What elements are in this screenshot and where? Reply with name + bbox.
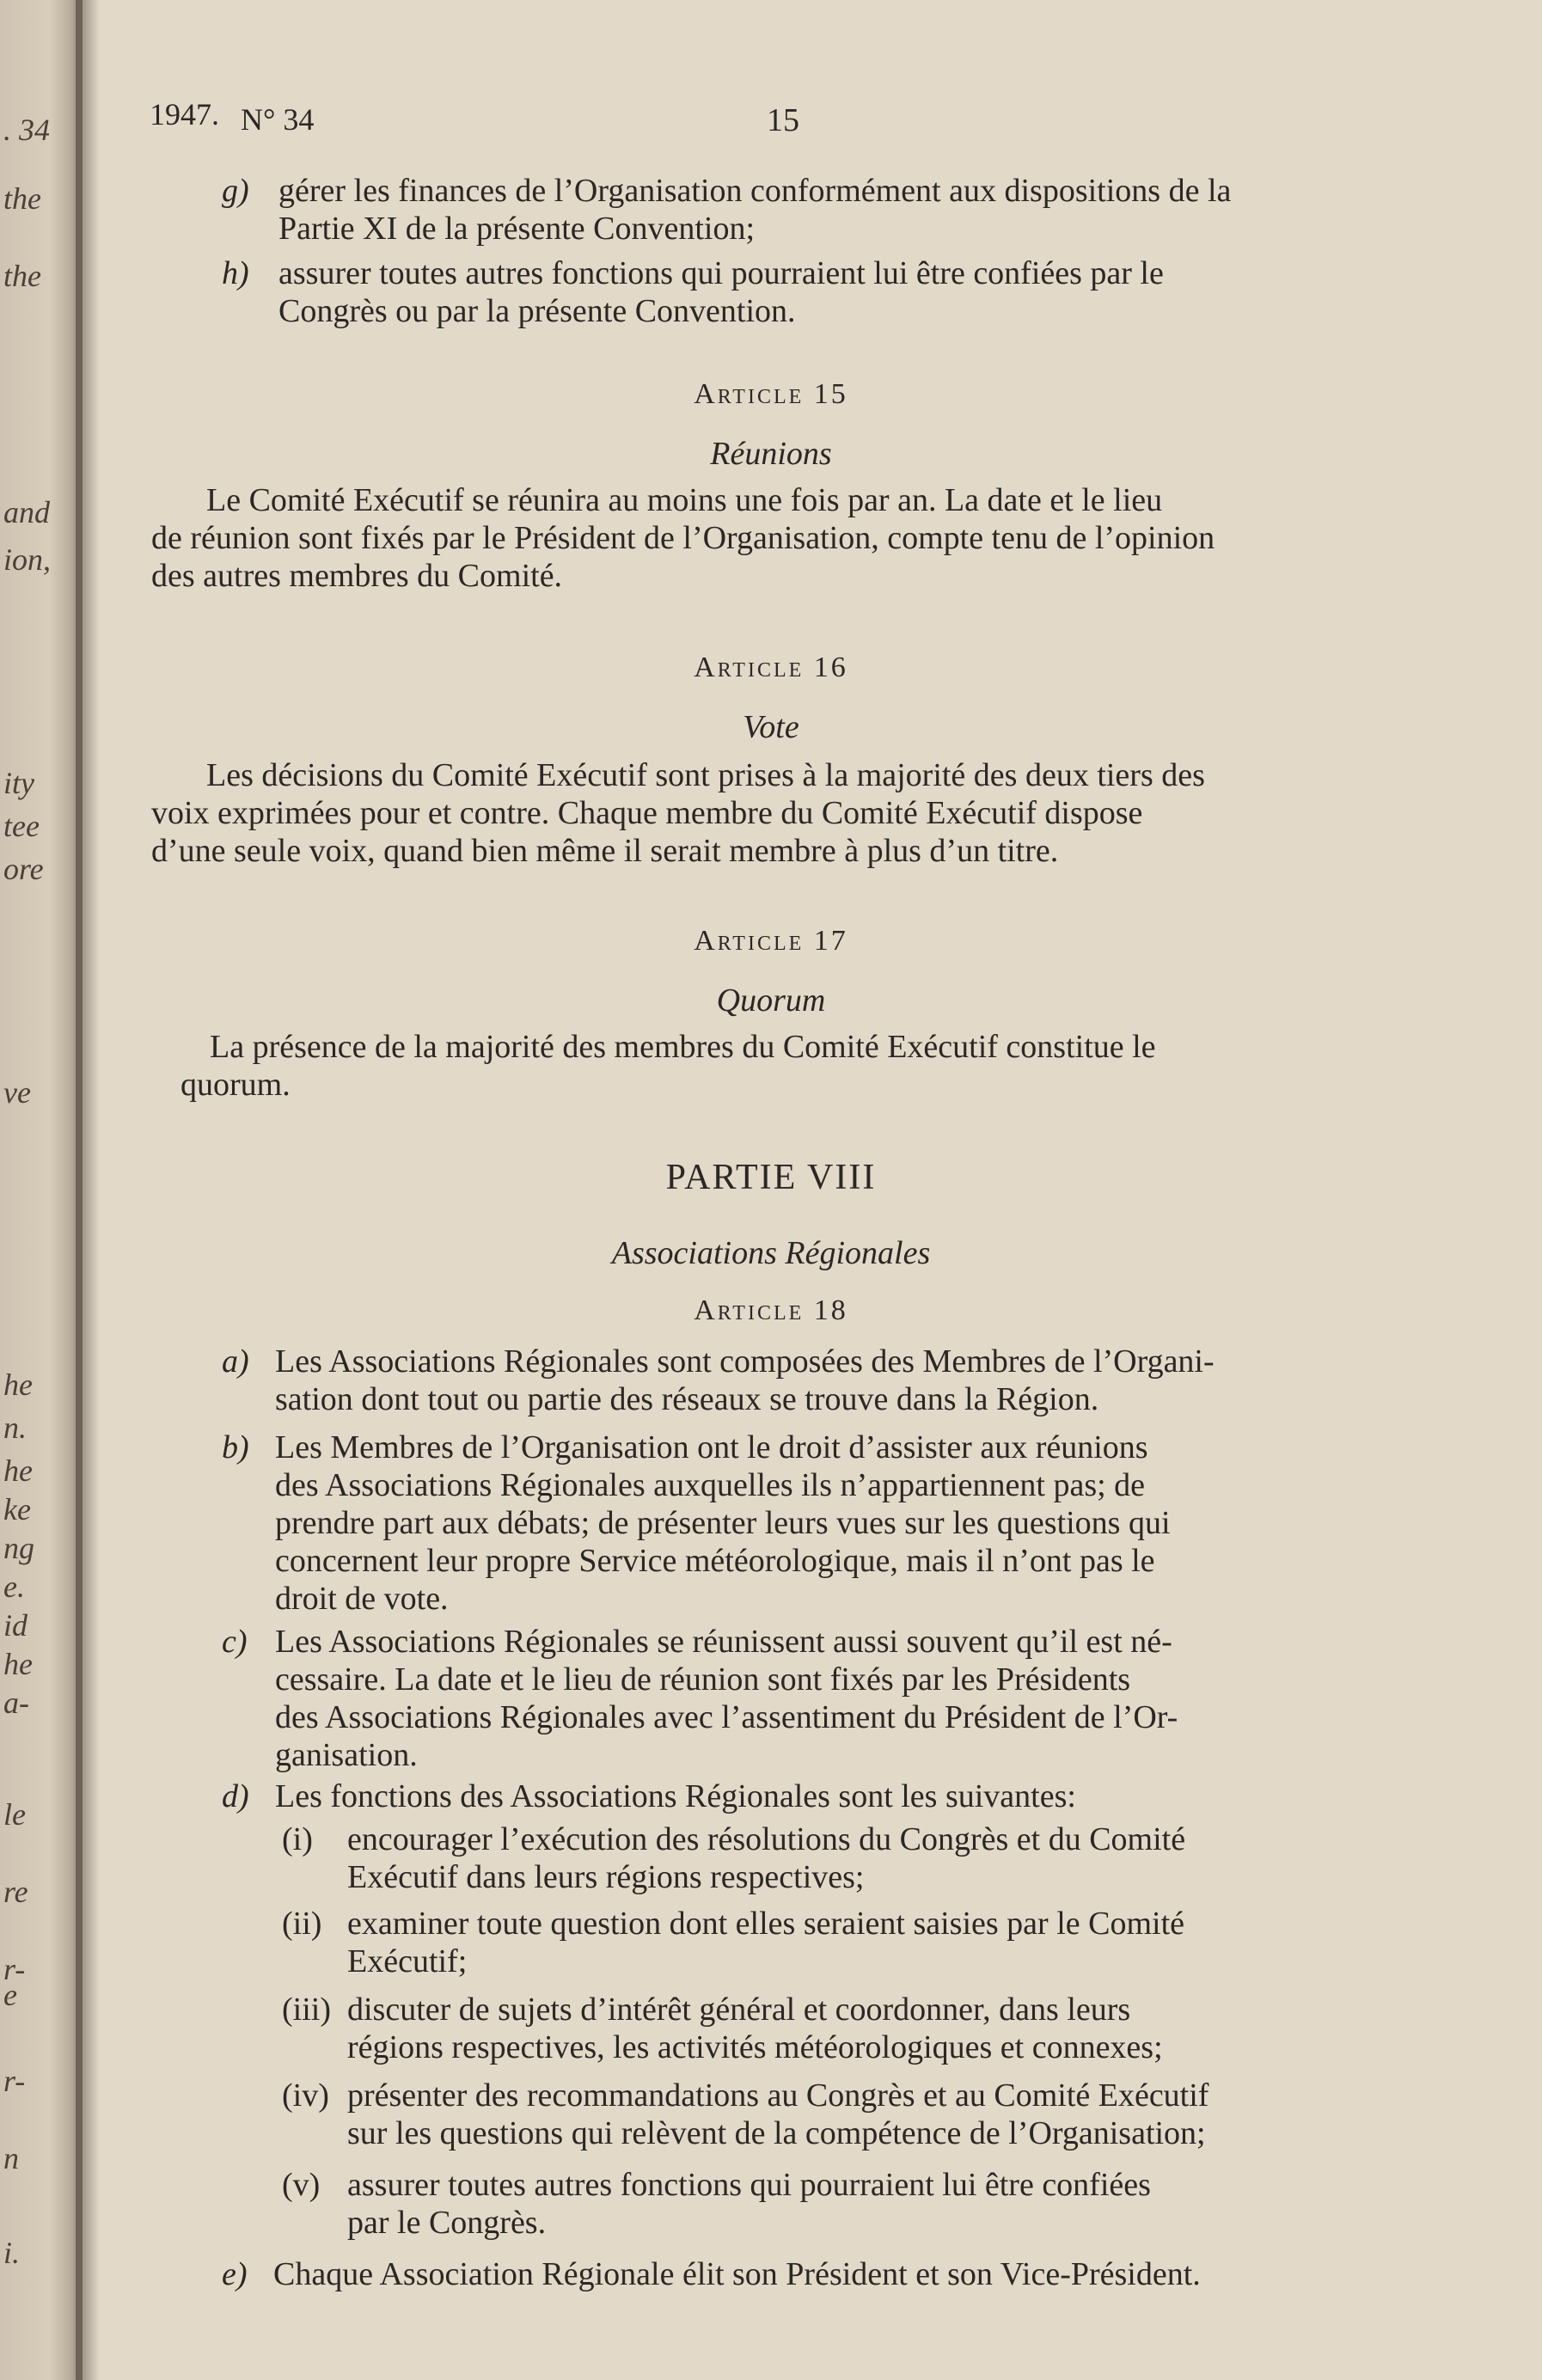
- article-16-text-line: d’une seule voix, quand bien même il serait membre à plus d’un titre.: [151, 833, 1059, 869]
- item-text-line: sation dont tout ou partie des réseaux se trouve dans la Région.: [275, 1381, 1099, 1417]
- part-title: PARTIE VIII: [665, 1158, 877, 1197]
- item-text-line: cessaire. La date et le lieu de réunion sont fixés par les Présidents: [275, 1661, 1131, 1698]
- sub-item-label: (i): [282, 1821, 313, 1857]
- item-label: h): [222, 255, 249, 291]
- margin-fragment: r-: [3, 2064, 26, 2098]
- margin-fragment: he: [3, 1453, 33, 1488]
- margin-fragment: ore: [3, 852, 44, 886]
- item-label: a): [222, 1343, 249, 1380]
- margin-fragment: id: [3, 1608, 28, 1643]
- sub-item-text-line: Exécutif dans leurs régions respectives;: [347, 1859, 865, 1895]
- item-text-line: Les fonctions des Associations Régionales sont les suivantes:: [275, 1778, 1076, 1814]
- article-title: Réunions: [710, 436, 832, 472]
- margin-fragment: . 34: [3, 113, 50, 147]
- part-subtitle: Associations Régionales: [611, 1235, 931, 1271]
- margin-fragment: e.: [3, 1569, 25, 1604]
- item-label: c): [222, 1624, 248, 1660]
- item-text-line: gérer les finances de l’Organisation conformément aux dispositions de la: [278, 173, 1232, 209]
- item-label: g): [222, 173, 249, 209]
- article-title: Quorum: [716, 982, 826, 1019]
- item-text-line: Les Membres de l’Organisation ont le droit d’assister aux réunions: [275, 1429, 1148, 1465]
- margin-fragment: the: [3, 259, 41, 293]
- article-title: Vote: [743, 709, 799, 745]
- article-16-text-line: Les décisions du Comité Exécutif sont prises à la majorité des deux tiers des: [206, 757, 1205, 793]
- sub-item-text-line: sur les questions qui relèvent de la compétence de l’Organisation;: [347, 2115, 1206, 2151]
- item-text-line: prendre part aux débats; de présenter leurs vues sur les questions qui: [275, 1505, 1171, 1541]
- item-text-line: Les Associations Régionales se réunissent aussi souvent qu’il est né-: [275, 1624, 1172, 1660]
- sub-item-text-line: encourager l’exécution des résolutions du Congrès et du Comité: [347, 1821, 1186, 1857]
- item-text-line: des Associations Régionales auxquelles ils n’appartiennent pas; de: [275, 1467, 1146, 1503]
- margin-fragment: ng: [3, 1531, 34, 1565]
- margin-fragment: and: [3, 495, 50, 529]
- header-number: N° 34: [241, 102, 315, 137]
- article-heading: Article 16: [694, 652, 848, 683]
- sub-item-label: (v): [282, 2167, 321, 2203]
- article-15-text-line: Le Comité Exécutif se réunira au moins une fois par an. La date et le lieu: [206, 482, 1163, 518]
- article-17-text-line: La présence de la majorité des membres du Comité Exécutif constitue le: [210, 1029, 1156, 1065]
- article-heading: Article 17: [694, 925, 848, 957]
- sub-item-text-line: par le Congrès.: [347, 2205, 547, 2241]
- article-15-text-line: des autres membres du Comité.: [151, 558, 563, 594]
- item-text-line: assurer toutes autres fonctions qui pourraient lui être confiées par le: [278, 255, 1164, 291]
- margin-fragment: re: [3, 1875, 28, 1909]
- sub-item-text-line: régions respectives, les activités météorologiques et connexes;: [347, 2029, 1163, 2065]
- item-label: e): [222, 2256, 248, 2292]
- sub-item-text-line: Exécutif;: [347, 1943, 468, 1979]
- sub-item-text-line: assurer toutes autres fonctions qui pourraient lui être confiées: [347, 2167, 1151, 2203]
- margin-fragment: the: [3, 181, 41, 216]
- item-text-line: des Associations Régionales avec l’assentiment du Président de l’Or-: [275, 1699, 1178, 1735]
- sub-item-label: (iii): [282, 1991, 331, 2028]
- margin-fragment: n.: [3, 1410, 27, 1445]
- item-text-line: droit de vote.: [275, 1581, 449, 1617]
- margin-fragment: tee: [3, 809, 40, 843]
- item-text-line: Les Associations Régionales sont composées des Membres de l’Organi-: [275, 1343, 1215, 1380]
- sub-item-text-line: discuter de sujets d’intérêt général et coordonner, dans leurs: [347, 1991, 1131, 2028]
- item-label: b): [222, 1429, 249, 1465]
- margin-fragment: n: [3, 2141, 19, 2175]
- sub-item-text-line: examiner toute question dont elles seraient saisies par le Comité: [347, 1906, 1185, 1942]
- item-text-line: Chaque Association Régionale élit son Président et son Vice-Président.: [273, 2256, 1201, 2292]
- margin-fragment: ion,: [3, 542, 52, 577]
- article-16-text-line: voix exprimées pour et contre. Chaque membre du Comité Exécutif dispose: [151, 795, 1143, 831]
- margin-fragment: r-: [3, 1952, 26, 1986]
- sub-item-label: (ii): [282, 1906, 322, 1942]
- header-year: 1947.: [150, 97, 219, 132]
- article-heading: Article 15: [694, 378, 848, 410]
- margin-fragment: ke: [3, 1492, 31, 1527]
- margin-fragment: le: [3, 1797, 26, 1832]
- sub-item-text-line: présenter des recommandations au Congrès et au Comité Exécutif: [347, 2077, 1209, 2114]
- item-text-line: Congrès ou par la présente Convention.: [278, 293, 796, 329]
- article-17-text-line: quorum.: [181, 1067, 291, 1103]
- article-15-text-line: de réunion sont fixés par le Président de l’Organisation, compte tenu de l’opinion: [151, 520, 1215, 556]
- item-text-line: ganisation.: [275, 1737, 418, 1773]
- item-label: d): [222, 1778, 249, 1814]
- item-text-line: concernent leur propre Service météorologique, mais il n’ont pas le: [275, 1543, 1155, 1579]
- margin-fragment: he: [3, 1647, 33, 1681]
- article-heading: Article 18: [694, 1294, 848, 1326]
- item-text-line: Partie XI de la présente Convention;: [278, 211, 756, 247]
- margin-fragment: i.: [3, 2236, 21, 2270]
- margin-fragment: he: [3, 1367, 33, 1402]
- margin-fragment: ve: [3, 1075, 31, 1110]
- margin-fragment: ity: [3, 766, 34, 800]
- margin-fragment: a-: [3, 1686, 29, 1720]
- page-number: 15: [767, 102, 799, 138]
- sub-item-label: (iv): [282, 2077, 329, 2114]
- margin-fragment: e: [3, 1978, 17, 2012]
